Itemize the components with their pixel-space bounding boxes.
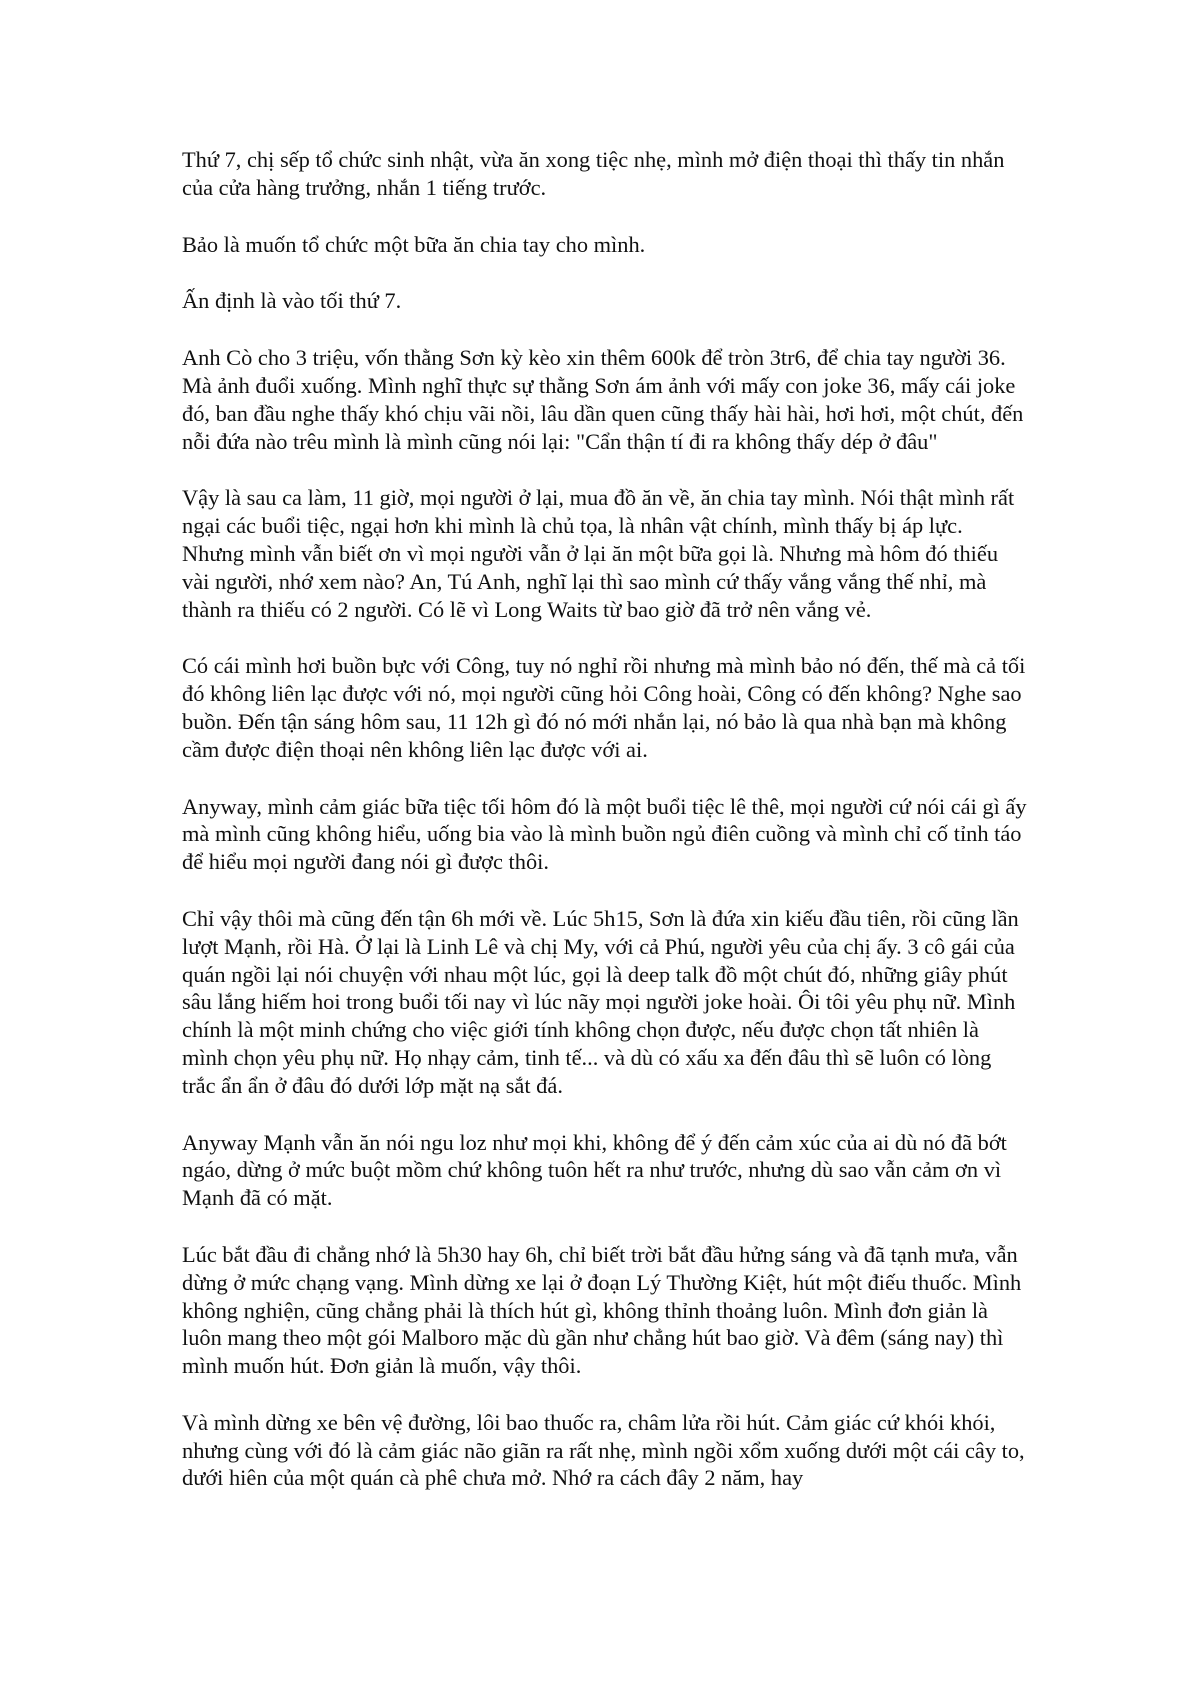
paragraph-7: Anyway, mình cảm giác bữa tiệc tối hôm đó là một buổi tiệc lê thê, mọi người cứ nói cái gì ấy mà mình cũng không hiểu, uống bia vào là mình buồn ngủ điên cuồng và mình chỉ cố tỉnh táo để hiểu mọi người đang nói gì được thôi. (182, 793, 1027, 875)
paragraph-5: Vậy là sau ca làm, 11 giờ, mọi người ở lại, mua đồ ăn về, ăn chia tay mình. Nói thật mình rất ngại các buổi tiệc, ngại hơn khi mình là chủ tọa, là nhân vật chính, mình thấy bị áp lực. Nhưng mình vẫn biết ơn vì mọi người vẫn ở lại ăn một bữa gọi là. Nhưng mà hôm đó thiếu vài người, nhớ xem nào? An, Tú Anh, nghĩ lại thì sao mình cứ thấy vắng vắng thế nhỉ, mà thành ra thiếu có 2 người. Có lẽ vì Long Waits từ bao giờ đã trở nên vắng vẻ. (182, 485, 1015, 622)
document-page (182, 146, 1028, 1521)
paragraph-6: Có cái mình hơi buồn bực với Công, tuy nó nghỉ rồi nhưng mà mình bảo nó đến, thế mà cả tối đó không liên lạc được với nó, mọi người cũng hỏi Công hoài, Công có đến không? Nghe sao buồn. Đến tận sáng hôm sau, 11 12h gì đó nó mới nhắn lại, nó bảo là qua nhà bạn mà không cầm được điện thoại nên không liên lạc được với ai. (182, 653, 1026, 762)
paragraph-2: Bảo là muốn tổ chức một bữa ăn chia tay cho mình. (182, 231, 646, 257)
paragraph-11: Và mình dừng xe bên vệ đường, lôi bao thuốc ra, châm lửa rồi hút. Cảm giác cứ khói khói, nhưng cùng với đó là cảm giác não giãn ra rất nhẹ, mình ngồi xổm xuống dưới một cái cây to, dưới hiên của một quán cà phê chưa mở. Nhớ ra cách đây 2 năm, hay (182, 1409, 1025, 1491)
paragraph-9: Anyway Mạnh vẫn ăn nói ngu loz như mọi khi, không để ý đến cảm xúc của ai dù nó đã bớt ngáo, dừng ở mức buột mồm chứ không tuôn hết ra như trước, nhưng dù sao vẫn cảm ơn vì Mạnh đã có mặt. (182, 1129, 1007, 1211)
paragraph-8: Chỉ vậy thôi mà cũng đến tận 6h mới về. Lúc 5h15, Sơn là đứa xin kiếu đầu tiên, rồi cũng lần lượt Mạnh, rồi Hà. Ở lại là Linh Lê và chị My, với cả Phú, người yêu của chị ấy. 3 cô gái của quán ngồi lại nói chuyện với nhau một lúc, gọi là deep talk đồ một chút đó, những giây phút sâu lắng hiếm hoi trong buổi tối nay vì lúc nãy mọi người joke hoài. Ôi tôi yêu phụ nữ. Mình chính là một minh chứng cho việc giới tính không chọn được, nếu được chọn tất nhiên là mình chọn yêu phụ nữ. Họ nhạy cảm, tinh tế... và dù có xấu xa đến đâu thì sẽ luôn có lòng trắc ẩn ẩn ở đâu đó dưới lớp mặt nạ sắt đá. (182, 905, 1019, 1098)
paragraph-4: Anh Cò cho 3 triệu, vốn thằng Sơn kỳ kèo xin thêm 600k để tròn 3tr6, để chia tay người 36. Mà ảnh đuổi xuống. Mình nghĩ thực sự thằng Sơn ám ảnh với mấy con joke 36, mấy cái joke đó, ban đầu nghe thấy khó chịu vãi nồi, lâu dần quen cũng thấy hài hài, hơi hơi, một chút, đến nỗi đứa nào trêu mình là mình cũng nói lại: "Cẩn thận tí đi ra không thấy dép ở đâu" (182, 345, 1024, 454)
paragraph-10: Lúc bắt đầu đi chẳng nhớ là 5h30 hay 6h, chỉ biết trời bắt đầu hửng sáng và đã tạnh mưa, vẫn dừng ở mức chạng vạng. Mình dừng xe lại ở đoạn Lý Thường Kiệt, hút một điếu thuốc. Mình không nghiện, cũng chẳng phải là thích hút gì, không thỉnh thoảng luôn. Mình đơn giản là luôn mang theo một gói Malboro mặc dù gần như chẳng hút bao giờ. Và đêm (sáng nay) thì mình muốn hút. Đơn giản là muốn, vậy thôi. (182, 1241, 1022, 1379)
paragraph-1: Thứ 7, chị sếp tổ chức sinh nhật, vừa ăn xong tiệc nhẹ, mình mở điện thoại thì thấy tin nhắn của cửa hàng trưởng, nhắn 1 tiếng trước. (182, 147, 1005, 200)
paragraph-3: Ấn định là vào tối thứ 7. (182, 288, 402, 314)
